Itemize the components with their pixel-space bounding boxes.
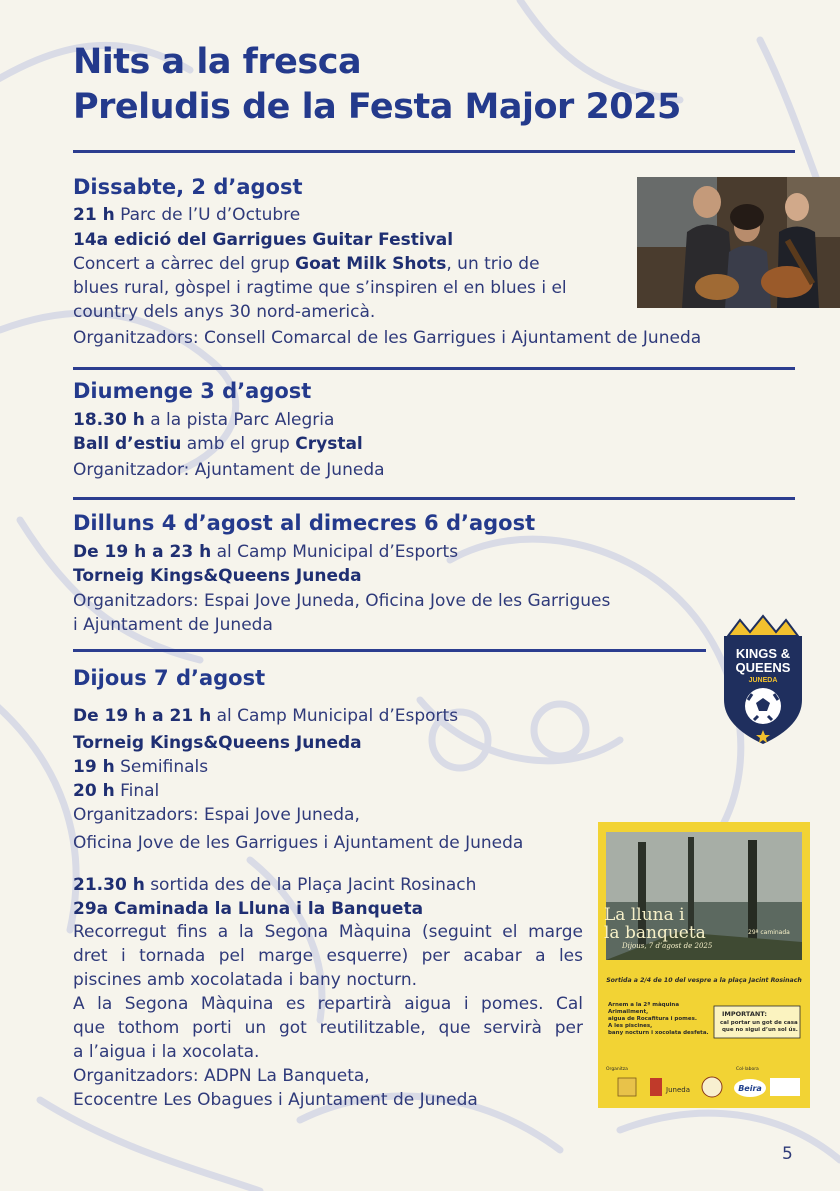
badge-line-3: JUNEDA: [748, 677, 778, 684]
band-name: Crystal: [295, 434, 363, 454]
poster-note: Arnem a la 2ª màquina Arimailment, aigua de Rocafitura i pomes. A les piscines, bany nocturn i xocolata desfeta.: [608, 1002, 709, 1036]
poster-edition: 29ª caminada: [748, 929, 790, 936]
poster-date: Dijous, 7 d’agost de 2025: [622, 942, 713, 950]
event-place: al Camp Municipal d’Esports: [211, 542, 459, 562]
walk-description: a l’aigua i la xocolata.: [73, 1042, 260, 1062]
event-organizers: Organitzador: Ajuntament de Juneda: [73, 460, 385, 480]
event-time: 21 h: [73, 205, 115, 225]
walk-description: Recorregut fins a la Segona Màquina (seguint el marge: [73, 922, 583, 942]
section-time-place: [73, 203, 300, 227]
walk-description: A la Segona Màquina es repartirà aigua i pomes. Cal: [73, 994, 583, 1014]
walk-organizers: Organitzadors: ADPN La Banqueta,: [73, 1066, 370, 1086]
caminada-poster: [598, 822, 810, 1108]
event-time: 19 h: [73, 757, 115, 777]
walk-description: piscines amb xocolatada i bany nocturn.: [73, 970, 418, 990]
poster-important-text: cal portar un got de casa que no sigui d’un sol ús.: [720, 1020, 798, 1033]
event-place: sortida des de la Plaça Jacint Rosinach: [144, 875, 477, 895]
title-divider: [73, 150, 795, 153]
event-time: 21.30 h: [73, 875, 145, 895]
page-title: [73, 40, 681, 130]
band-photo-image: [637, 177, 840, 308]
section-heading-aug7: Dijous 7 d’agost: [73, 666, 266, 690]
poster-departure: Sortida a 2/4 de 10 del vespre a la plaça Jacint Rosinach: [606, 977, 802, 984]
event-organizers: Organitzadors: Espai Jove Juneda,: [73, 805, 360, 825]
event-description: [73, 252, 540, 276]
description-text: , un trio de: [446, 254, 540, 274]
semifinals-line: [73, 755, 208, 779]
badge-line-2: QUEENS: [735, 660, 791, 675]
event-organizers: Oficina Jove de les Garrigues i Ajuntament de Juneda: [73, 833, 524, 853]
poster-organitza: Organitza: [606, 1067, 628, 1072]
section-time-place: [73, 540, 458, 564]
event-title: Ball d’estiu: [73, 434, 182, 454]
event-place: a la pista Parc Alegria: [144, 410, 335, 430]
final-line: [73, 779, 159, 803]
event-description: country dels anys 30 nord-americà.: [73, 302, 376, 322]
aigua-rocafitura-logo-icon: [770, 1078, 800, 1096]
event-organizers: Organitzadors: Consell Comarcal de les Garrigues i Ajuntament de Juneda: [73, 328, 702, 348]
section-heading-aug3: Diumenge 3 d’agost: [73, 379, 312, 403]
section-divider: [73, 649, 706, 652]
badge-line-1: KINGS &: [735, 646, 791, 661]
event-time: 18.30 h: [73, 410, 145, 430]
poster-title-2: la banqueta: [604, 923, 706, 943]
event-description: blues rural, gòspel i ragtime que s’inspiren el en blues i el: [73, 278, 567, 298]
section-time-place: [73, 704, 458, 728]
poster-title-1: La lluna i: [604, 905, 685, 925]
event-place: al Camp Municipal d’Esports: [211, 706, 459, 726]
walk-time-place: [73, 873, 476, 897]
juneda-shield-icon: [650, 1078, 662, 1096]
poster-artwork: [598, 822, 810, 1108]
event-label: Semifinals: [114, 757, 209, 777]
band-photo: [637, 177, 840, 308]
event-name: 14a edició del Garrigues Guitar Festival: [73, 230, 454, 250]
section-heading-aug2: Dissabte, 2 d’agost: [73, 175, 303, 199]
event-connector: amb el grup: [181, 434, 296, 454]
event-label: Final: [114, 781, 160, 801]
event-time: 20 h: [73, 781, 115, 801]
band-name: Goat Milk Shots: [295, 254, 447, 274]
event-organizers: i Ajuntament de Juneda: [73, 615, 273, 635]
poster-logo-beira: Beira: [738, 1084, 762, 1093]
event-name: Torneig Kings&Queens Juneda: [73, 566, 362, 586]
walk-event-name: 29a Caminada la Lluna i la Banqueta: [73, 899, 424, 919]
poster-important-title: IMPORTANT:: [722, 1010, 767, 1018]
page-number: 5: [782, 1144, 793, 1164]
section-time-place: [73, 408, 334, 432]
poster-logo-juneda: Juneda: [666, 1086, 690, 1094]
event-place: Parc de l’U d’Octubre: [114, 205, 301, 225]
section-heading-aug4-6: Dilluns 4 d’agost al dimecres 6 d’agost: [73, 511, 536, 535]
title-line-2: Preludis de la Festa Major 2025: [73, 87, 681, 127]
banqueta-logo-icon: [618, 1078, 636, 1096]
event-organizers: Organitzadors: Espai Jove Juneda, Oficina Jove de les Garrigues: [73, 591, 611, 611]
event-name: Torneig Kings&Queens Juneda: [73, 733, 362, 753]
event-time: De 19 h a 23 h: [73, 542, 212, 562]
section-divider: [73, 367, 795, 370]
event-name: [73, 432, 363, 456]
description-text: Concert a càrrec del grup: [73, 254, 296, 274]
title-line-1: Nits a la fresca: [73, 42, 362, 82]
walk-description: dret i tornada pel marge esquerre) per acabar a les: [73, 946, 583, 966]
section-divider: [73, 497, 795, 500]
event-time: De 19 h a 21 h: [73, 706, 212, 726]
walk-organizers: Ecocentre Les Obagues i Ajuntament de Juneda: [73, 1090, 478, 1110]
sponsor-logo-icon: [702, 1077, 722, 1097]
walk-description: que tothom porti un got reutilitzable, que servirà per: [73, 1018, 583, 1038]
kings-queens-badge: [720, 614, 806, 746]
poster-col-labora: Col·labora: [736, 1067, 759, 1072]
